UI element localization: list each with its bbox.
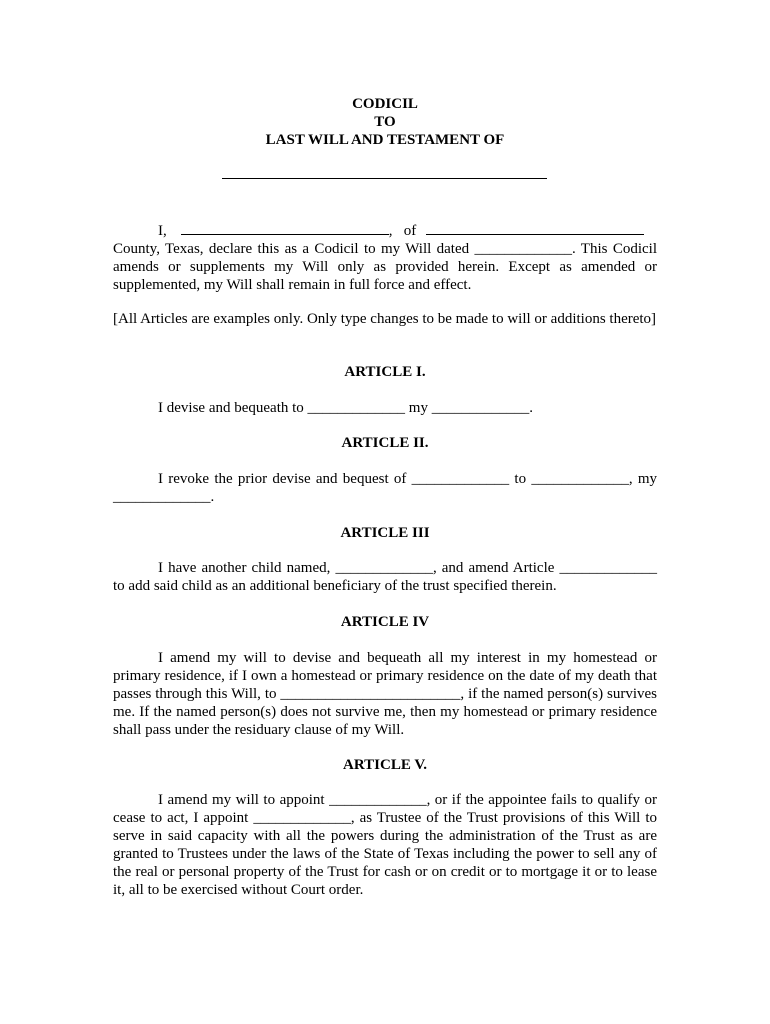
article-4-heading: ARTICLE IV — [340, 614, 430, 630]
intro-i: I, — [158, 223, 167, 239]
intro-first-line — [113, 220, 657, 240]
article-2-heading: ARTICLE II. — [341, 435, 429, 451]
title-codicil: CODICIL — [352, 96, 418, 112]
article-4-text: I amend my will to devise and bequeath all my interest in my homestead or primary residence, if I own a homestead or primary residence on the date of my death that passes through this Will, to ________________________, if the named person(s) survives me. If the named person(s) does not survive me, then my homestead or primary residence shall pass under the residuary clause of my Will. — [113, 650, 657, 738]
title-to: TO — [374, 114, 396, 130]
name-blank — [181, 220, 389, 235]
intro-body: County, Texas, declare this as a Codicil to my Will dated _____________. This Codicil amends or supplements my Will only as provided herein. Except as amended or supplemented, my Will shall remain in full force and effect. — [113, 241, 657, 293]
article-3-text: I have another child named, _____________, and amend Article _____________ to add said child as an additional beneficiary of the trust specified therein. — [113, 560, 657, 594]
county-blank — [426, 220, 644, 235]
intro-of: , of — [388, 223, 417, 239]
intro-paragraph — [113, 220, 657, 294]
testator-name-line — [222, 178, 547, 179]
article-1-heading: ARTICLE I. — [344, 364, 426, 380]
articles-note: [All Articles are examples only. Only type changes to be made to will or additions thereto] — [113, 311, 657, 327]
article-1-text: I devise and bequeath to _____________ my _____________. — [158, 400, 533, 416]
article-5-text: I amend my will to appoint _____________, or if the appointee fails to qualify or cease to act, I appoint _____________, as Trustee of the Trust provisions of this Will to serve in said capacity with all the powers during the administration of the Trust as are granted to Trustees under the laws of the State of Texas including the power to sell any of the real or personal property of the Trust for cash or on credit or to mortgage it or to lease it, all to be exercised without Court order. — [113, 792, 657, 898]
article-2-text: I revoke the prior devise and bequest of _____________ to _____________, my _____________. — [113, 471, 657, 505]
article-5-heading: ARTICLE V. — [343, 757, 427, 773]
title-last-will: LAST WILL AND TESTAMENT OF — [265, 132, 505, 148]
article-3-heading: ARTICLE III — [340, 525, 430, 541]
